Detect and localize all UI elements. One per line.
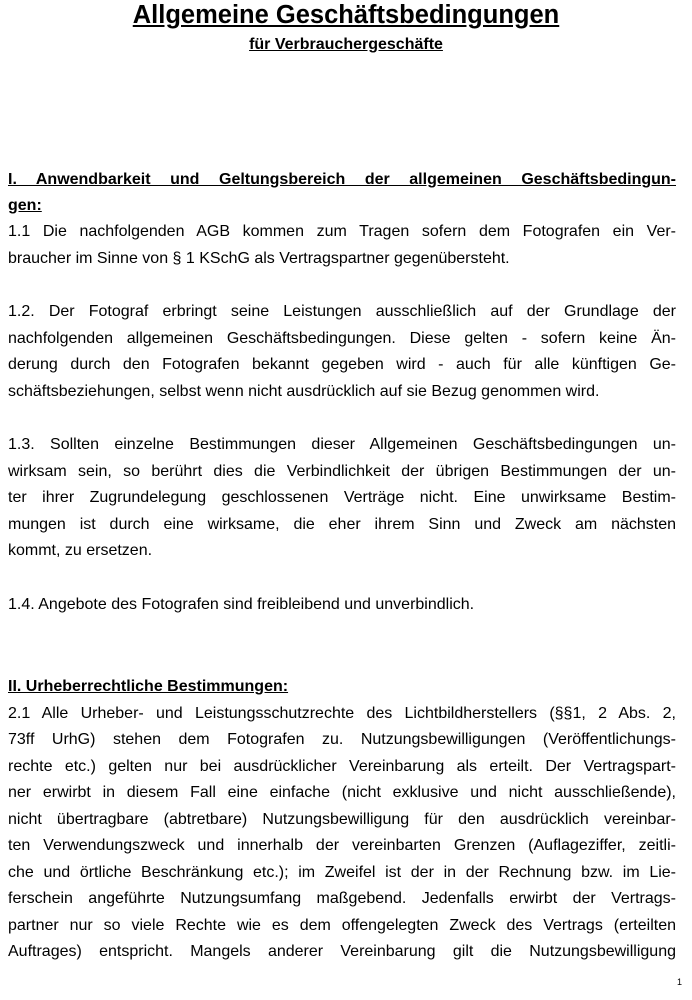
paragraph-line: derung durch den Fotografen bekannt gegeben wird - auch für alle künftigen Ge- [8, 356, 676, 373]
paragraph-line: che und örtliche Beschränkung etc.); im Zweifel ist der in der Rechnung bzw. im Lie- [8, 864, 676, 881]
paragraph-line: Auftrages) entspricht. Mangels anderer Vereinbarung gilt die Nutzungsbewilligung [8, 943, 676, 960]
paragraph-line: 1.3. Sollten einzelne Bestimmungen dieser Allgemeinen Geschäftsbedingungen un- [8, 436, 676, 453]
paragraph-line: partner nur so viele Rechte wie es dem offengelegten Zweck des Vertrags (erteilten [8, 917, 676, 934]
page-title: Allgemeine Geschäftsbedingungen [132, 1, 560, 29]
paragraph-line: ten Verwendungszweck und innerhalb der vereinbarten Grenzen (Auflageziffer, zeitli- [8, 837, 676, 854]
paragraph-line: ferschein angeführte Nutzungsumfang maßgebend. Jedenfalls erwirbt der Vertrags- [8, 890, 676, 907]
paragraph-line: ter ihrer Zugrundelegung geschlossenen Verträge nicht. Eine unwirksame Bestim- [8, 489, 676, 506]
paragraph-line: nachfolgenden allgemeinen Geschäftsbedingungen. Diese gelten - sofern keine Än- [8, 330, 676, 347]
paragraph-line: 73ff UrhG) stehen dem Fotografen zu. Nutzungsbewilligungen (Veröffentlichungs- [8, 731, 676, 748]
page-number: 1 [676, 977, 682, 987]
paragraph-line: braucher im Sinne von § 1 KSchG als Vertragspartner gegenübersteht. [8, 250, 510, 267]
paragraph-line: 1.2. Der Fotograf erbringt seine Leistungen ausschließlich auf der Grundlage der [8, 303, 676, 320]
paragraph-line: mungen ist durch eine wirksame, die eher ihrem Sinn und Zweck am nächsten [8, 516, 676, 533]
section-heading-1-cont: gen: [8, 197, 42, 214]
paragraph-line: 1.4. Angebote des Fotografen sind freibleibend und unverbindlich. [8, 596, 475, 613]
paragraph-line: wirksam sein, so berührt dies die Verbindlichkeit der übrigen Bestimmungen der un- [8, 463, 676, 480]
section-heading-1: I. Anwendbarkeit und Geltungsbereich der allgemeinen Geschäftsbedingun- [8, 171, 676, 188]
paragraph-line: ner erwirbt in diesem Fall eine einfache (nicht exklusive und nicht ausschließende), [8, 784, 676, 801]
paragraph-line: kommt, zu ersetzen. [8, 542, 153, 559]
paragraph-line: 2.1 Alle Urheber- und Leistungsschutzrechte des Lichtbildherstellers (§§1, 2 Abs. 2, [8, 705, 676, 722]
page-subtitle: für Verbrauchergeschäfte [249, 36, 443, 53]
paragraph-line: nicht übertragbare (abtretbare) Nutzungsbewilligung für den ausdrücklich vereinbar- [8, 811, 676, 828]
paragraph-line: rechte etc.) gelten nur bei ausdrücklicher Vereinbarung als erteilt. Der Vertragspart- [8, 758, 676, 775]
paragraph-line: 1.1 Die nachfolgenden AGB kommen zum Tragen sofern dem Fotografen ein Ver- [8, 223, 676, 240]
paragraph-line: schäftsbeziehungen, selbst wenn nicht ausdrücklich auf sie Bezug genommen wird. [8, 383, 600, 400]
section-heading-2: II. Urheberrechtliche Bestimmungen: [8, 678, 289, 695]
